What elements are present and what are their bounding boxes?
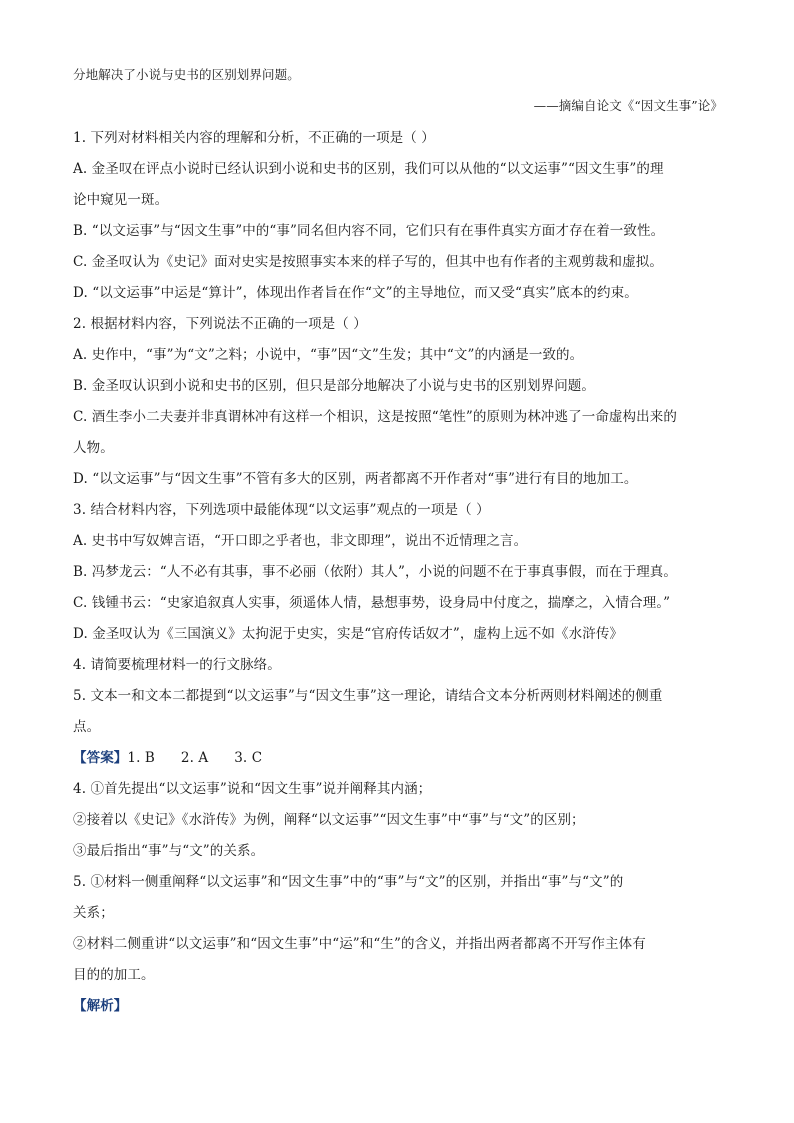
question-1-option-a-continued: 论中窥见一斑。: [73, 192, 169, 208]
question-5-stem: 5. 文本一和文本二都提到“以文运事”与“因文生事”这一理论，请结合文本分析两则材料阐述的侧重: [73, 688, 663, 704]
answer-q4-line-1: 4. ①首先提出“以文运事”说和“因文生事”说并阐释其内涵；: [73, 781, 432, 797]
question-2-option-b: B. 金圣叹认识到小说和史书的区别，但只是部分地解决了小说与史书的区别划界问题。: [73, 378, 596, 394]
question-5-stem-continued: 点。: [73, 719, 101, 735]
question-2-option-a: A. 史作中，“事”为“文”之料；小说中，“事”因“文”生发；其中“文”的内涵是一致的。: [73, 347, 584, 363]
question-3-option-b: B. 冯梦龙云：“人不必有其事，事不必丽（依附）其人”，小说的问题不在于事真事假，而在于理真。: [73, 564, 678, 580]
answer-q3: 3. C: [234, 750, 263, 766]
question-3-option-d: D. 金圣叹认为《三国演义》太拘泥于史实，实是“官府传话奴才”，虚构上远不如《水浒传》: [73, 626, 624, 642]
answer-q4-line-3: ③最后指出“事”与“文”的关系。: [73, 843, 265, 859]
question-2-option-c-continued: 人物。: [73, 440, 114, 456]
answer-q5-line-3: ②材料二侧重讲“以文运事”和“因文生事”中“运”和“生”的含义，并指出两者都离不开写作主体有: [73, 936, 646, 952]
question-3-option-a: A. 史书中写奴婢言语，“开口即之乎者也，非文即理”，说出不近情理之言。: [73, 533, 528, 549]
question-1-option-b: B. “以文运事”与“因文生事”中的“事”同名但内容不同，它们只有在事件真实方面才存在着一致性。: [73, 223, 665, 239]
answer-q5-line-1: 5. ①材料一侧重阐释“以文运事”和“因文生事”中的“事”与“文”的区别，并指出“事”与“文”的: [73, 874, 624, 890]
question-3-stem: 3. 结合材料内容，下列选项中最能体现“以文运事”观点的一项是（ ）: [73, 502, 490, 518]
answer-q5-line-2: 关系；: [73, 905, 114, 921]
passage-source: ——摘编自论文《“因文生事”论》: [533, 98, 723, 113]
question-1-option-d: D. “以文运事”中运是“算计”，体现出作者旨在作“文”的主导地位，而又受“真实”底本的约束。: [73, 285, 638, 301]
question-1-option-c: C. 金圣叹认为《史记》面对史实是按照事实本来的样子写的，但其中也有作者的主观剪裁和虚拟。: [73, 254, 663, 270]
answer-q5-line-4: 目的的加工。: [73, 967, 155, 983]
answer-q4-line-2: ②接着以《史记》《水浒传》为例，阐释“以文运事”“因文生事”中“事”与“文”的区别；: [73, 812, 585, 828]
question-4-stem: 4. 请简要梳理材料一的行文脉络。: [73, 657, 281, 673]
passage-closing-line: 分地解决了小说与史书的区别划界问题。: [73, 67, 300, 82]
question-2-stem: 2. 根据材料内容，下列说法不正确的一项是（ ）: [73, 316, 367, 332]
answer-row: [73, 743, 723, 774]
answer-q2: 2. A: [180, 750, 209, 766]
question-3-option-c: C. 钱锺书云：“史家追叙真人实事，须遥体人情，悬想事势，设身局中付度之，揣摩之，入情合理。”: [73, 595, 671, 611]
document-page: [73, 60, 723, 1022]
question-2-option-d: D. “以文运事”与“因文生事”不管有多大的区别，两者都离不开作者对“事”进行有目的地加工。: [73, 471, 638, 487]
answer-label: 【答案】: [73, 750, 128, 766]
question-1-option-a: A. 金圣叹在评点小说时已经认识到小说和史书的区别，我们可以从他的“以文运事”“因文生事”的理: [73, 161, 664, 177]
question-1-stem: 1. 下列对材料相关内容的理解和分析，不正确的一项是（ ）: [73, 130, 435, 146]
analysis-row: [73, 991, 723, 1022]
answer-q1: 1. B: [127, 750, 155, 766]
analysis-label: 【解析】: [73, 998, 128, 1014]
question-2-option-c: C. 酒生李小二夫妻并非真谓林冲有这样一个相识，这是按照“笔性”的原则为林冲逃了一命虚构出来的: [73, 409, 677, 425]
